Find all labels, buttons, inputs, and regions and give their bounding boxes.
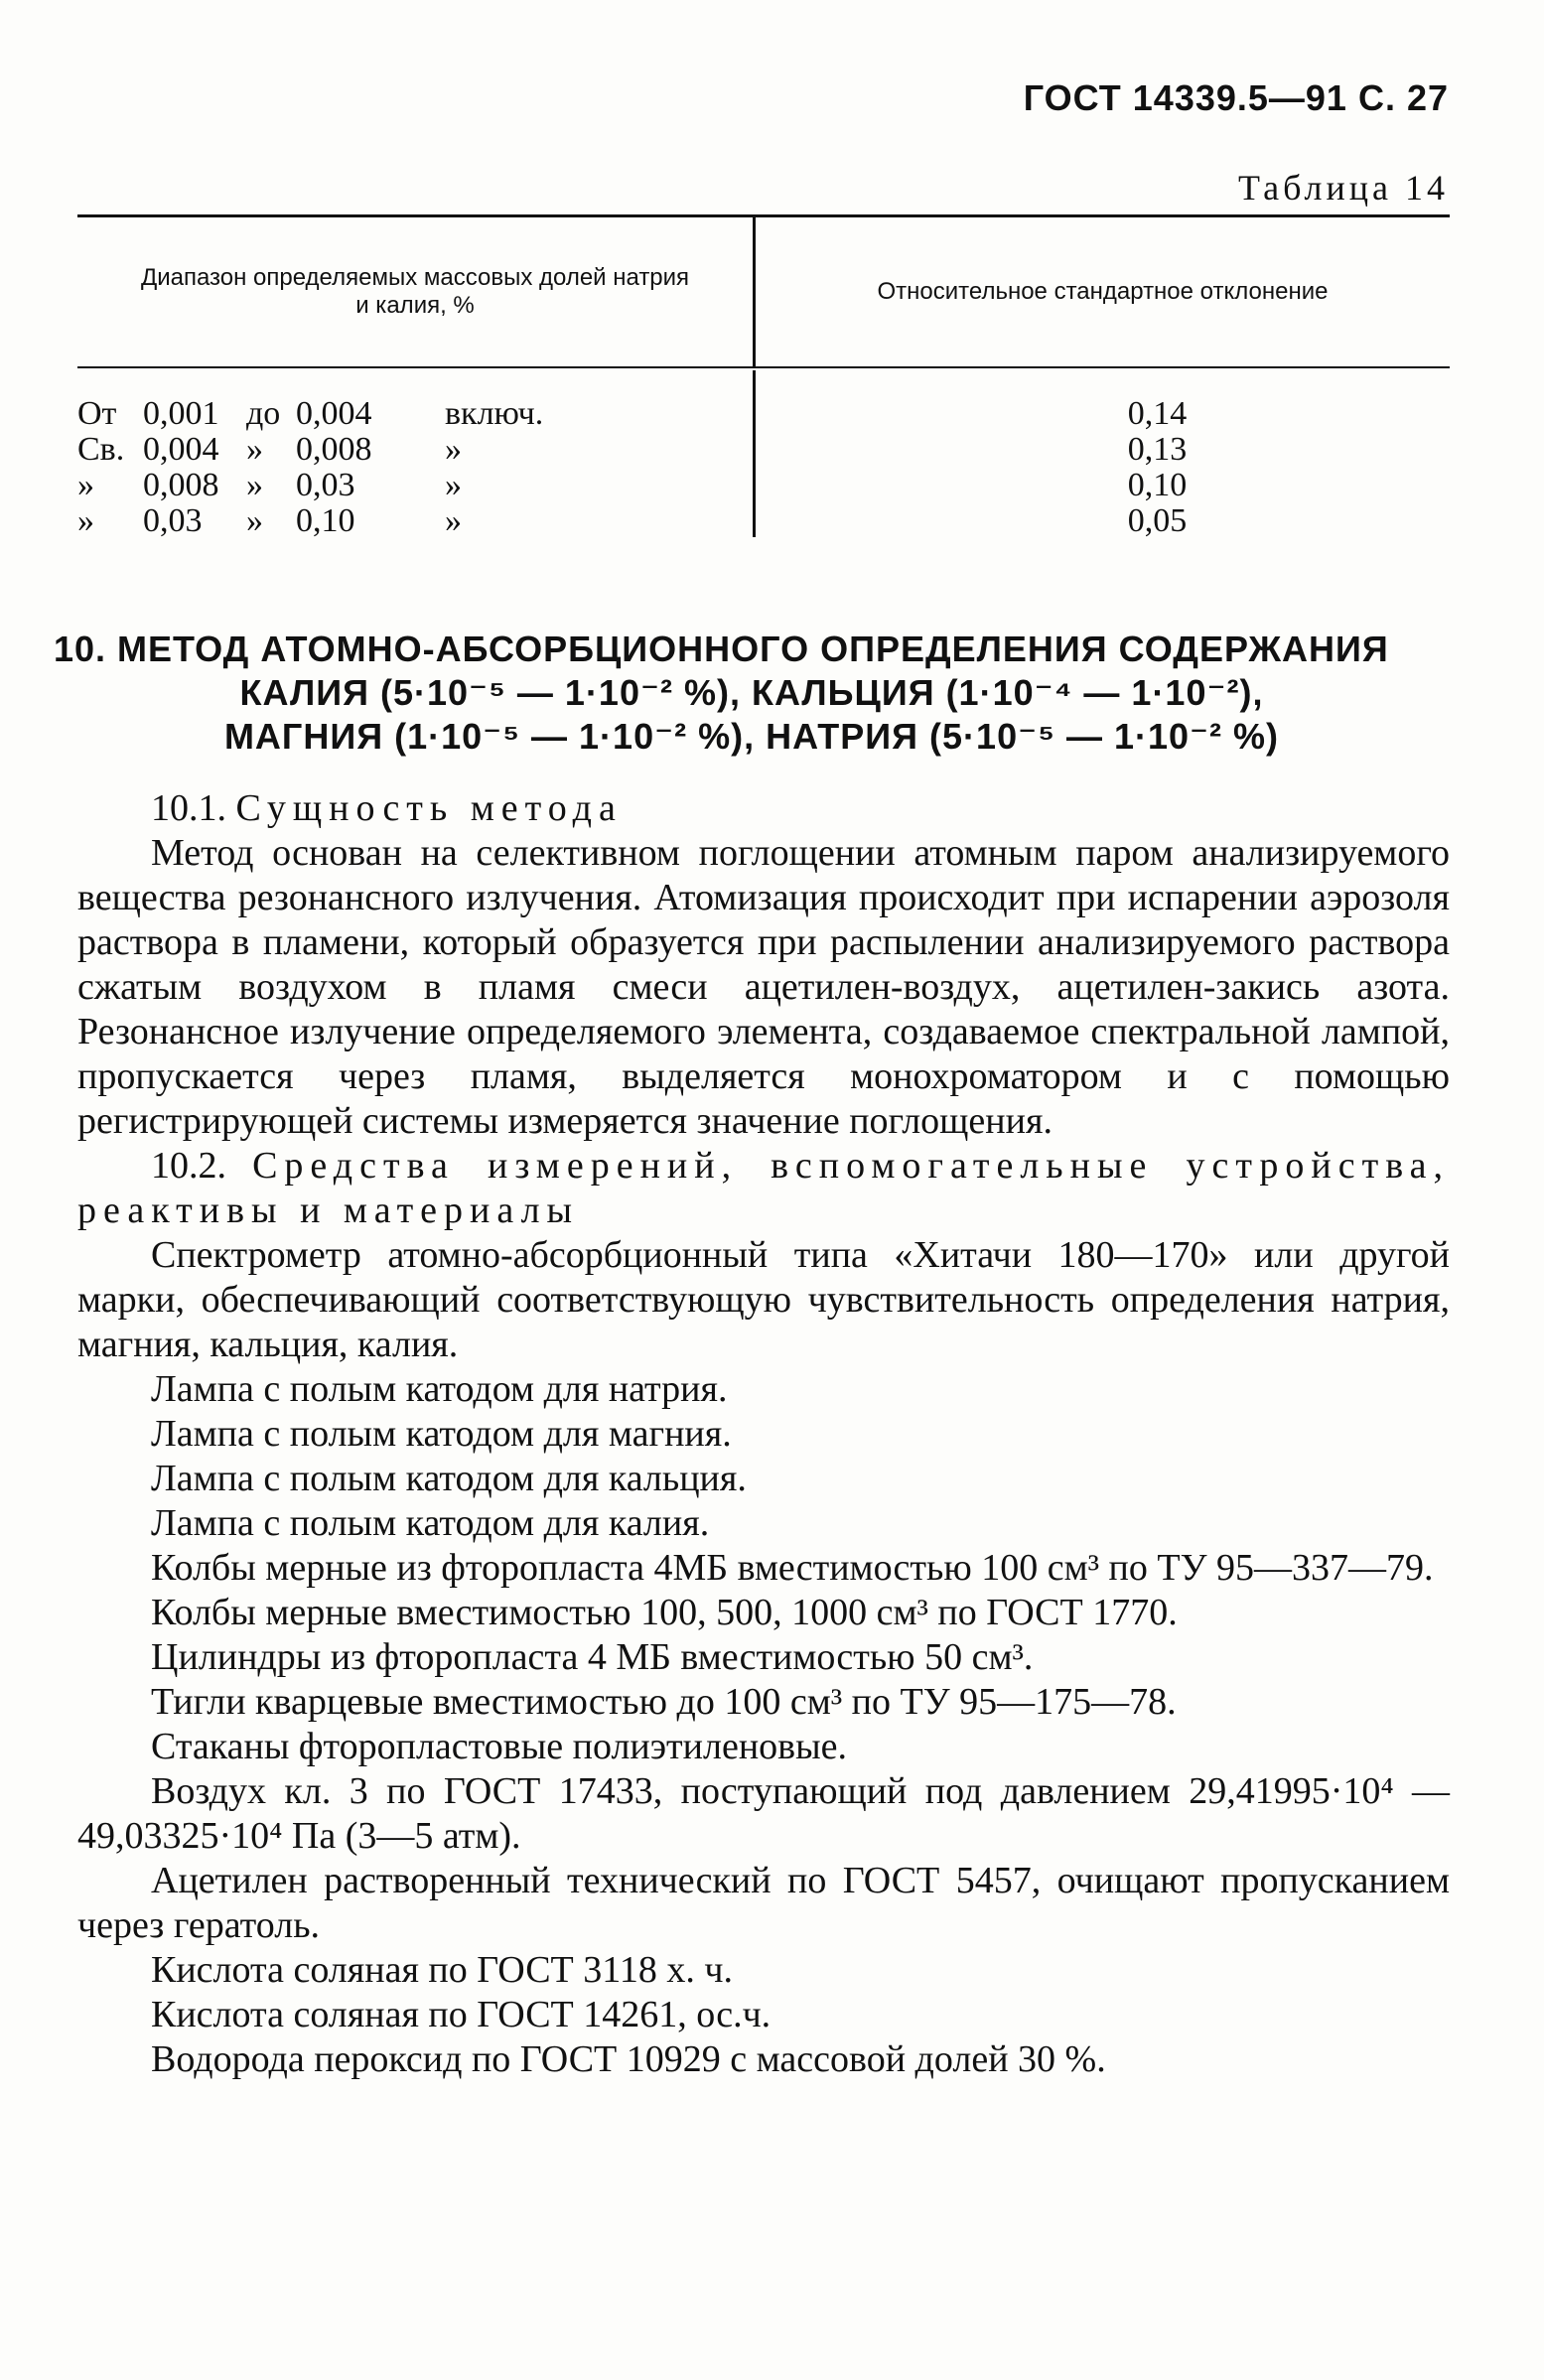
- range-column: [77, 370, 753, 537]
- list-item: Стаканы фторопластовые полиэтиленовые.: [151, 1726, 847, 1767]
- table-row: [77, 468, 753, 503]
- table-cell-value: 0,05: [1127, 502, 1188, 539]
- range-suffix: »: [445, 431, 462, 468]
- range-prefix: »: [77, 467, 94, 503]
- range-to-word: »: [246, 431, 263, 468]
- table-cell-value: 0,13: [1127, 431, 1188, 468]
- range-from: 0,004: [143, 431, 219, 468]
- range-prefix: От: [77, 395, 117, 432]
- section-title-line: КАЛИЯ (5·10⁻⁵ — 1·10⁻² %), КАЛЬЦИЯ (1·10⁻⁴ — 1·10⁻²),: [239, 672, 1264, 713]
- list-item: Тигли кварцевые вместимостью до 100 см³ по ТУ 95—175—78.: [151, 1681, 1177, 1723]
- running-head: ГОСТ 14339.5—91 С. 27: [1023, 77, 1449, 118]
- document-body: [77, 786, 1450, 2082]
- list-item: Лампа с полым катодом для калия.: [151, 1502, 710, 1544]
- data-table: [77, 214, 1450, 537]
- range-prefix: Св.: [77, 431, 125, 468]
- table-cell-value: 0,14: [1127, 395, 1188, 432]
- subsection-title: Сущность метода: [235, 787, 623, 829]
- range-to: 0,10: [296, 502, 355, 539]
- range-from: 0,03: [143, 502, 203, 539]
- table-row: [77, 396, 753, 432]
- list-item: Спектрометр атомно-абсорбционный типа «Хитачи 180—170» или другой марки, обеспечивающий соответствующую чувствительность определения натрия, магния, кальция, калия.: [77, 1234, 1450, 1365]
- range-to-word: до: [246, 395, 281, 432]
- range-prefix: »: [77, 502, 94, 539]
- col2-header: Относительное стандартное отклонение: [877, 278, 1329, 305]
- subsection-heading: [77, 1144, 1450, 1233]
- table-row: [77, 432, 753, 468]
- list-item: Лампа с полым катодом для кальция.: [151, 1458, 747, 1499]
- list-item: Цилиндры из фторопласта 4 МБ вместимостью 50 см³.: [151, 1636, 1034, 1678]
- list-item: Воздух кл. 3 по ГОСТ 17433, поступающий под давлением 29,41995·10⁴ — 49,03325·10⁴ Па (3—5 атм).: [77, 1770, 1450, 1857]
- range-to-word: »: [246, 467, 263, 503]
- list-item: Кислота соляная по ГОСТ 14261, ос.ч.: [151, 1994, 772, 2035]
- range-to: 0,004: [296, 395, 372, 432]
- table-cell-value: 0,10: [1127, 467, 1188, 503]
- section-title-line: 10. МЕТОД АТОМНО-АБСОРБЦИОННОГО ОПРЕДЕЛЕНИЯ СОДЕРЖАНИЯ: [54, 629, 1389, 669]
- list-item: Лампа с полым катодом для натрия.: [151, 1368, 728, 1410]
- list-item: Ацетилен растворенный технический по ГОСТ 5457, очищают пропусканием через гератоль.: [77, 1860, 1450, 1946]
- list-item: Колбы мерные вместимостью 100, 500, 1000 см³ по ГОСТ 1770.: [151, 1592, 1178, 1633]
- range-to: 0,03: [296, 467, 355, 503]
- table-row: [77, 503, 753, 539]
- range-to-word: »: [246, 502, 263, 539]
- range-to: 0,008: [296, 431, 372, 468]
- range-from: 0,008: [143, 467, 219, 503]
- subsection-heading: [77, 786, 1450, 831]
- table-body: [77, 368, 1450, 537]
- range-suffix: »: [445, 502, 462, 539]
- section-title-line: МАГНИЯ (1·10⁻⁵ — 1·10⁻² %), НАТРИЯ (5·10⁻⁵ — 1·10⁻² %): [223, 716, 1280, 757]
- list-item: Кислота соляная по ГОСТ 3118 х. ч.: [151, 1949, 733, 1991]
- paragraph: Метод основан на селективном поглощении атомным паром анализируемого вещества резонансного излучения. Атомизация происходит при испарении аэрозоля раствора в пламени, который образуется при распылении анализируемого раствора сжатым воздухом в пламя смеси ацетилен-воздух, ацетилен-закись азота. Резонансное излучение определяемого элемента, создаваемое спектральной лампой, пропускается через пламя, выделяется монохроматором и с помощью регистрирующей системы измеряется значение поглощения.: [77, 832, 1450, 1142]
- table-header: [77, 217, 1450, 366]
- range-from: 0,001: [143, 395, 219, 432]
- list-item: Водорода пероксид по ГОСТ 10929 с массовой долей 30 %.: [151, 2038, 1106, 2080]
- col1-header: Диапазон определяемых массовых долей натрия и калия, %: [140, 264, 690, 319]
- table-caption: Таблица 14: [1238, 168, 1449, 208]
- range-suffix: включ.: [445, 395, 544, 432]
- list-item: Колбы мерные из фторопласта 4МБ вместимостью 100 см³ по ТУ 95—337—79.: [151, 1547, 1434, 1589]
- range-suffix: »: [445, 467, 462, 503]
- value-column: [756, 370, 1450, 537]
- section-title: [54, 628, 1450, 759]
- list-item: Лампа с полым катодом для магния.: [151, 1413, 732, 1455]
- subsection-number: 10.2.: [151, 1145, 226, 1187]
- subsection-number: 10.1.: [151, 787, 226, 829]
- subsection-title: Средства измерений, вспомогательные устройства, реактивы и материалы: [77, 1145, 1450, 1231]
- col1-header-cell: [77, 217, 753, 366]
